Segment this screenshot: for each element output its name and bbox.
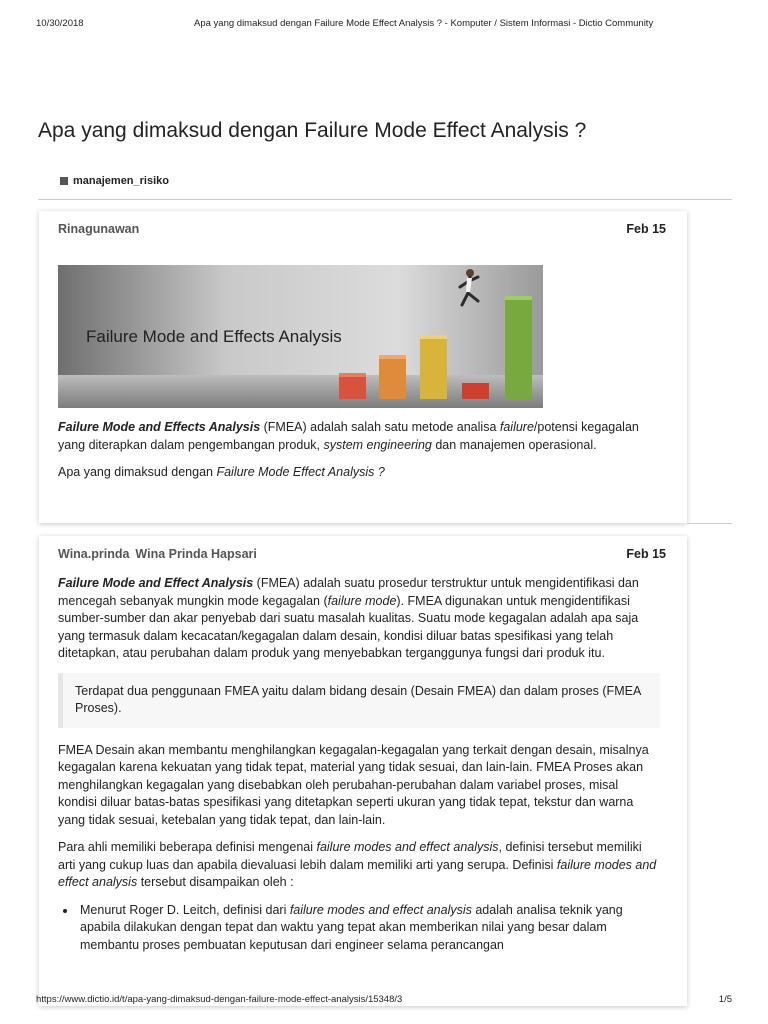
- post-header: [58, 547, 666, 565]
- bar-orange: [379, 355, 406, 399]
- text-span: Para ahli memiliki beberapa definisi mengenai: [58, 840, 317, 854]
- post-username[interactable]: [58, 547, 257, 561]
- topic-title: Apa yang dimaksud dengan Failure Mode Effect Analysis ?: [38, 119, 587, 142]
- post-1: [39, 211, 687, 523]
- text-span: ). FMEA digunakan untuk mengidentifikasi sumber-sumber dan akar penyebab dari suatu masalah kualitas. Suatu mode kegagalan adalah apa saja yang termasuk dalam kecacatan/kegagalan dalam desain, kondisi diluar batas spesifikasi yang telah ditetapkan, atau perubahan dalam produk yang menyebabkan terganggunya fungsi dari produk itu.: [58, 593, 639, 660]
- bar-small-red: [462, 383, 489, 399]
- category-color-icon: [60, 177, 68, 185]
- list-item: [77, 902, 660, 955]
- post-paragraph: FMEA Desain akan membantu menghilangkan kegagalan-kegagalan yang terkait dengan desain, misalnya kegagalan karena kekuatan yang tidak tepat, material yang tidak sesuai, dan lain-lain. FMEA Proses akan menghilangkan kegagalan yang disebabkan oleh perubahan-perubahan dalam variabel proses, misal kondisi diluar batas-batas spesifikasi yang ditetapkan seperti ukuran yang tidak tepat, tekstur dan warna yang tidak sesuai, ketebalan yang tidak tepat, dan lain-lain.: [58, 742, 649, 827]
- italic-term: failure modes and effect analysis: [316, 840, 499, 854]
- post-paragraph: [58, 419, 660, 454]
- post-paragraph: [58, 575, 660, 663]
- post-paragraph: [58, 464, 660, 482]
- category-label: manajemen_risiko: [73, 175, 169, 187]
- print-header: [36, 18, 732, 32]
- post-header: [58, 222, 666, 240]
- italic-term: failure: [499, 420, 534, 434]
- term-bold-italic: Failure Mode and Effect Analysis: [58, 576, 254, 590]
- topic-divider: [38, 199, 732, 200]
- definition-list: [77, 902, 660, 955]
- text-span: dan manajemen operasional.: [431, 437, 597, 452]
- print-url: https://www.dictio.id/t/apa-yang-dimaksud-dengan-failure-mode-effect-analysis/15348/3: [36, 994, 403, 1005]
- quote-text: Terdapat dua penggunaan FMEA yaitu dalam bidang desain (Desain FMEA) dan dalam proses (FMEA Proses).: [75, 683, 641, 715]
- username-handle[interactable]: Wina.prinda: [58, 547, 130, 561]
- print-footer: [36, 994, 732, 1008]
- bar-yellow: [420, 335, 447, 399]
- quote-block: [58, 673, 660, 728]
- italic-term: failure mode: [327, 593, 397, 608]
- banner-caption: Failure Mode and Effects Analysis: [86, 327, 342, 346]
- italic-term: Failure Mode Effect Analysis ?: [216, 465, 385, 479]
- fmea-banner-image: [58, 265, 543, 408]
- bar-green-side: [505, 296, 532, 300]
- post-body: [58, 575, 660, 960]
- text-span: , definisi tersebut memiliki arti yang cukup luas dan apabila dievaluasi lebih dalam memiliki arti yang serupa. Definisi: [58, 840, 642, 872]
- text-span: (FMEA) adalah salah satu metode analisa: [260, 420, 500, 434]
- post-username[interactable]: Rinagunawan: [58, 222, 140, 236]
- post-2: [39, 536, 687, 1006]
- text-span: Menurut Roger D. Leitch, definisi dari: [80, 902, 290, 917]
- text-span: adalah analisa teknik yang apabila dilakukan dengan tepat dan waktu yang tepat akan memberikan nilai yang besar dalam membantu proses pembuatan keputusan dari engineer selama perancangan: [80, 902, 623, 952]
- bar-yellow-side: [420, 335, 447, 339]
- post-body: [58, 419, 660, 492]
- bar-orange-side: [379, 355, 406, 359]
- print-date: 10/30/2018: [36, 18, 84, 29]
- category-badge[interactable]: [60, 175, 169, 187]
- text-span: tersebut disampaikan oleh :: [137, 875, 294, 889]
- text-span: /potensi kegagalan yang diterapkan dalam pengembangan produk,: [58, 420, 639, 452]
- term-bold-italic: Failure Mode and Effects Analysis: [58, 420, 261, 434]
- italic-term: failure modes and effect analysis: [289, 902, 472, 917]
- bar-green: [505, 296, 532, 399]
- post-divider: [687, 523, 732, 524]
- text-span: Apa yang dimaksud dengan: [58, 465, 217, 479]
- text-span: (FMEA) adalah suatu prosedur terstruktur untuk mengidentifikasi dan mencegah sebanyak mungkin mode kegagalan (: [58, 576, 639, 608]
- user-fullname[interactable]: Wina Prinda Hapsari: [135, 547, 257, 561]
- italic-term: failure modes and effect analysis: [58, 857, 657, 889]
- post-date[interactable]: Feb 15: [626, 547, 666, 561]
- page-number: 1/5: [718, 994, 732, 1005]
- post-date[interactable]: Feb 15: [626, 222, 666, 236]
- post-paragraph: [58, 839, 660, 892]
- italic-term: system engineering: [323, 437, 432, 452]
- print-page-title: Apa yang dimaksud dengan Failure Mode Effect Analysis ? - Komputer / Sistem Informasi - Dictio Community: [194, 18, 654, 29]
- bar-red-side: [339, 373, 366, 377]
